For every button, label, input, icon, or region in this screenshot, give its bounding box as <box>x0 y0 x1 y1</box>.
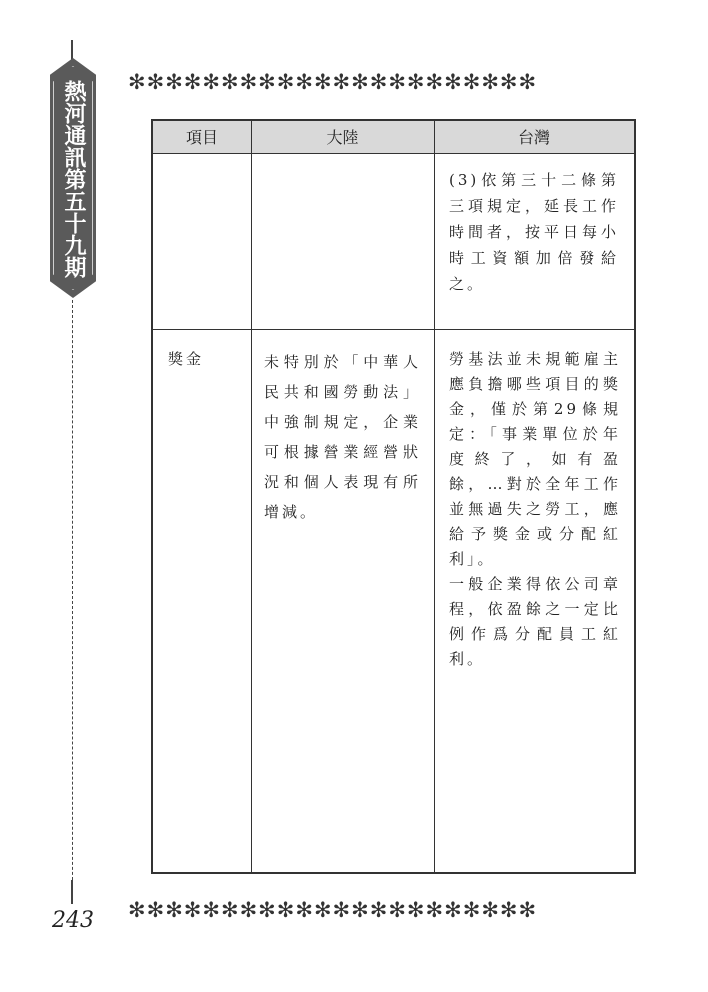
page-number: 243 <box>52 908 94 933</box>
row2-mainland-cell: 未特別於「中華人民共和國勞動法」中強制規定，企業可根據營業經營狀況和個人表現有所增減。 <box>264 353 421 521</box>
row2-taiwan-paragraph: 勞基法並未規範雇主應負擔哪些項目的獎金，僅於第29條規定：「事業單位於年度終了，如有盈餘，…對於全年工作並無過失之勞工，應給予獎金或分配紅利」。 <box>449 350 621 568</box>
header-mainland: 大陸 <box>326 128 359 147</box>
banner-top-line <box>71 40 73 60</box>
header-taiwan: 台灣 <box>517 128 550 147</box>
bottom-star-border: ✻✻✻✻✻✻✻✻✻✻✻✻✻✻✻✻✻✻✻✻✻✻ <box>128 898 538 922</box>
column-divider <box>251 121 252 872</box>
banner-bottom-line <box>71 880 73 904</box>
row2-taiwan-cell <box>449 347 621 672</box>
comparison-table <box>151 119 636 874</box>
row1-taiwan-cell: (3)依第三十二條第三項規定，延長工作時間者，按平日每小時工資額加倍發給之。 <box>449 171 619 293</box>
top-star-border: ✻✻✻✻✻✻✻✻✻✻✻✻✻✻✻✻✻✻✻✻✻✻ <box>128 70 538 94</box>
publication-title: 熱河通訊第五十九期 <box>61 80 87 278</box>
row2-item-cell: 獎金 <box>168 350 205 368</box>
header-item: 項目 <box>185 128 218 147</box>
side-dashed-line <box>72 300 73 895</box>
table-header <box>153 121 634 154</box>
row-divider <box>153 329 634 330</box>
column-divider <box>434 121 435 872</box>
row2-taiwan-paragraph: 一般企業得依公司章程，依盈餘之一定比例作爲分配員工紅利。 <box>449 575 621 668</box>
